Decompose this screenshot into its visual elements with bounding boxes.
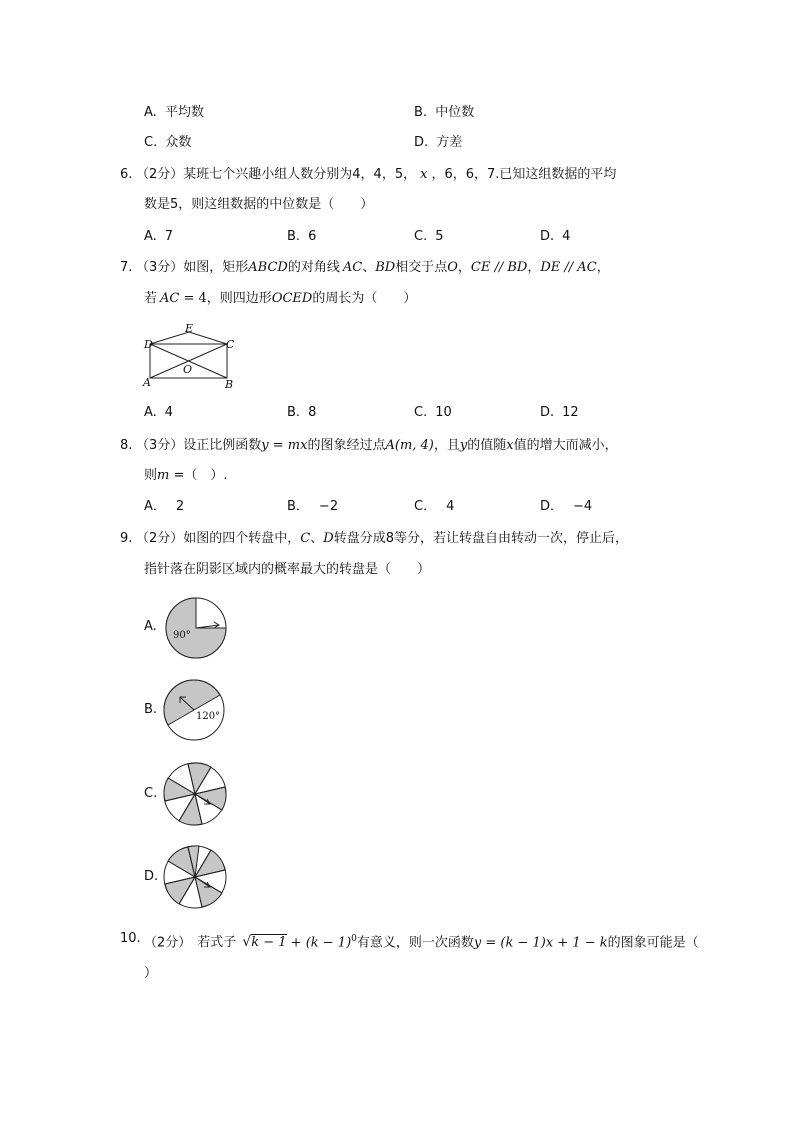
point-label-a: A bbox=[143, 376, 151, 389]
spinner-c-svg bbox=[163, 762, 227, 826]
q8-text: 的值随 bbox=[467, 438, 507, 453]
option-letter: B． bbox=[287, 499, 309, 514]
q10-radicand: k − 1 bbox=[251, 935, 287, 951]
q8-text: 值的增大而减小， bbox=[513, 438, 618, 453]
spinner-a bbox=[165, 597, 227, 659]
q8-text: 的图象经过点 bbox=[307, 438, 386, 453]
option-text: 5 bbox=[435, 229, 444, 244]
q7-text: ， bbox=[457, 260, 471, 275]
option-text: 4 bbox=[562, 229, 571, 244]
q9-option-d-letter[interactable]: D. bbox=[144, 869, 159, 884]
q7-text: 、 bbox=[362, 260, 376, 275]
q7-math: AC bbox=[160, 291, 180, 306]
q10-text: 的图象可能是（ bbox=[607, 935, 699, 951]
q6-line2: 数是5，则这组数据的中位数是（ ） bbox=[144, 197, 374, 212]
q7-line1 bbox=[136, 259, 610, 277]
option-letter: B. bbox=[287, 229, 301, 244]
q10-line2: ） bbox=[144, 966, 158, 981]
q9-option-a-letter[interactable]: A. bbox=[144, 619, 157, 634]
q8-number: 8. bbox=[120, 438, 133, 453]
option-letter: D． bbox=[540, 499, 564, 514]
spinner-d bbox=[163, 845, 227, 909]
point-label-o: O bbox=[183, 363, 193, 376]
q7-score: （3分） bbox=[136, 260, 184, 275]
option-letter: A． bbox=[144, 499, 166, 514]
point-label-e: E bbox=[185, 322, 194, 335]
option-letter: B. bbox=[414, 105, 428, 120]
q7-math: AC bbox=[342, 260, 363, 275]
q9-text: 转盘分成8等分，若让转盘自由转动一次，停止后， bbox=[333, 531, 628, 546]
q10-line1 bbox=[144, 930, 699, 952]
q9-text: 如图的四个转盘中， bbox=[183, 531, 301, 546]
q9-number: 9. bbox=[120, 531, 133, 546]
q7-math: BD bbox=[375, 260, 396, 275]
point-label-b: B bbox=[225, 378, 234, 391]
q9-line2: 指针落在阴影区域内的概率最大的转盘是（ ） bbox=[144, 562, 431, 577]
spinner-c bbox=[163, 762, 227, 826]
q7-number: 7. bbox=[120, 260, 133, 275]
q7-text: 的对角线 bbox=[287, 260, 340, 275]
q6-text: 某班七个兴趣小组人数分别为4，4，5， bbox=[183, 167, 417, 182]
option-text: 8 bbox=[308, 405, 317, 420]
q8-option-c[interactable] bbox=[414, 498, 454, 516]
q7-text: ， bbox=[527, 260, 541, 275]
q7-option-c[interactable] bbox=[414, 404, 452, 422]
q8-math: m bbox=[157, 468, 170, 483]
spinner-b bbox=[163, 679, 225, 741]
q5-option-a[interactable] bbox=[144, 104, 204, 122]
option-text: −2 bbox=[318, 499, 339, 514]
option-text: 2 bbox=[175, 499, 185, 514]
q8-math: y bbox=[459, 438, 468, 453]
q7-option-b[interactable] bbox=[287, 404, 316, 422]
q10-math: y = (k − 1)x + 1 − k bbox=[473, 935, 608, 951]
q9-math: D bbox=[323, 531, 334, 546]
option-text: 4 bbox=[446, 499, 455, 514]
option-letter: C. bbox=[414, 405, 428, 420]
q10-exponent: 0 bbox=[351, 934, 357, 944]
q7-math: ABCD bbox=[248, 260, 288, 275]
q6-line1 bbox=[136, 166, 616, 184]
option-text: 众数 bbox=[165, 135, 192, 150]
q8-score: （3分） bbox=[136, 438, 184, 453]
q7-math: CE // BD bbox=[470, 260, 528, 275]
q7-math: DE // AC bbox=[540, 260, 597, 275]
q9-text: 、 bbox=[310, 531, 324, 546]
q7-rectangle-figure bbox=[140, 322, 240, 392]
option-letter: B. bbox=[287, 405, 301, 420]
q8-text: 设正比例函数 bbox=[183, 438, 262, 453]
option-letter: C. bbox=[144, 135, 158, 150]
option-text: 中位数 bbox=[435, 105, 475, 120]
q8-line1 bbox=[136, 437, 618, 455]
q8-option-a[interactable] bbox=[144, 498, 184, 516]
point-label-d: D bbox=[144, 338, 153, 351]
q7-text: 相交于点 bbox=[395, 260, 448, 275]
q7-text: 如图，矩形 bbox=[183, 260, 249, 275]
q10-math: + bbox=[286, 935, 306, 951]
q7-text: 的周长为（ ） bbox=[312, 291, 417, 306]
q8-text: =（ ）. bbox=[169, 468, 228, 483]
q7-text: ， bbox=[596, 260, 610, 275]
option-text: 10 bbox=[435, 405, 452, 420]
option-text: 7 bbox=[164, 229, 174, 244]
q8-math: A(m, 4) bbox=[385, 438, 434, 453]
q8-text: 则 bbox=[144, 468, 158, 483]
q5-option-c[interactable] bbox=[144, 134, 191, 152]
option-letter: D. bbox=[540, 229, 555, 244]
option-text: 12 bbox=[562, 405, 579, 420]
option-letter: A. bbox=[144, 105, 157, 120]
option-text: 6 bbox=[308, 229, 317, 244]
q7-text: ，则四边形 bbox=[206, 291, 272, 306]
q8-option-b[interactable] bbox=[287, 498, 338, 516]
q6-option-a[interactable] bbox=[144, 228, 173, 246]
q9-line1 bbox=[136, 530, 628, 548]
angle-label-120: 120° bbox=[196, 711, 221, 722]
q8-line2 bbox=[144, 467, 228, 485]
q7-math: = 4 bbox=[179, 291, 207, 306]
q10-math: (k − 1) bbox=[305, 935, 352, 951]
q8-option-d[interactable] bbox=[540, 498, 592, 516]
q10-text: 若式子 bbox=[197, 935, 237, 951]
q9-math: C bbox=[300, 531, 311, 546]
q8-text: ，且 bbox=[433, 438, 460, 453]
q6-var-x: x bbox=[420, 167, 428, 182]
q7-math: O bbox=[447, 260, 458, 275]
spinner-d-svg bbox=[163, 845, 227, 909]
q5-option-b[interactable] bbox=[414, 104, 474, 122]
option-text: 方差 bbox=[436, 135, 463, 150]
q7-option-a[interactable] bbox=[144, 404, 173, 422]
option-text: −4 bbox=[573, 499, 593, 514]
sqrt-sign: √ bbox=[242, 934, 252, 951]
q9-option-b-letter[interactable]: B. bbox=[144, 702, 158, 717]
q9-score: （2分） bbox=[136, 531, 184, 546]
q10-number: 10. bbox=[120, 931, 141, 946]
q6-option-d[interactable] bbox=[540, 228, 570, 246]
q8-math: x bbox=[506, 438, 514, 453]
option-letter: D. bbox=[540, 405, 555, 420]
q6-option-c[interactable] bbox=[414, 228, 444, 246]
q6-score: （2分） bbox=[136, 167, 184, 182]
q9-option-c-letter[interactable]: C. bbox=[144, 786, 158, 801]
q7-math: OCED bbox=[271, 291, 313, 306]
q6-text: ，6，6，7.已知这组数据的平均 bbox=[431, 167, 617, 182]
q5-option-d[interactable] bbox=[414, 134, 462, 152]
q7-line2 bbox=[144, 290, 416, 308]
q10-text: 有意义，则一次函数 bbox=[356, 935, 474, 951]
angle-label-90: 90° bbox=[173, 630, 191, 641]
q7-option-d[interactable] bbox=[540, 404, 579, 422]
option-letter: A. bbox=[144, 405, 157, 420]
q8-math: y = mx bbox=[261, 438, 308, 453]
option-letter: D. bbox=[414, 135, 429, 150]
q7-text: 若 bbox=[144, 291, 158, 306]
point-label-c: C bbox=[226, 338, 235, 351]
q10-score: （2分） bbox=[144, 935, 192, 951]
option-letter: C． bbox=[414, 499, 437, 514]
q6-option-b[interactable] bbox=[287, 228, 316, 246]
q6-number: 6. bbox=[120, 167, 133, 182]
option-letter: C. bbox=[414, 229, 428, 244]
option-text: 4 bbox=[164, 405, 174, 420]
option-text: 平均数 bbox=[164, 105, 204, 120]
option-letter: A. bbox=[144, 229, 157, 244]
